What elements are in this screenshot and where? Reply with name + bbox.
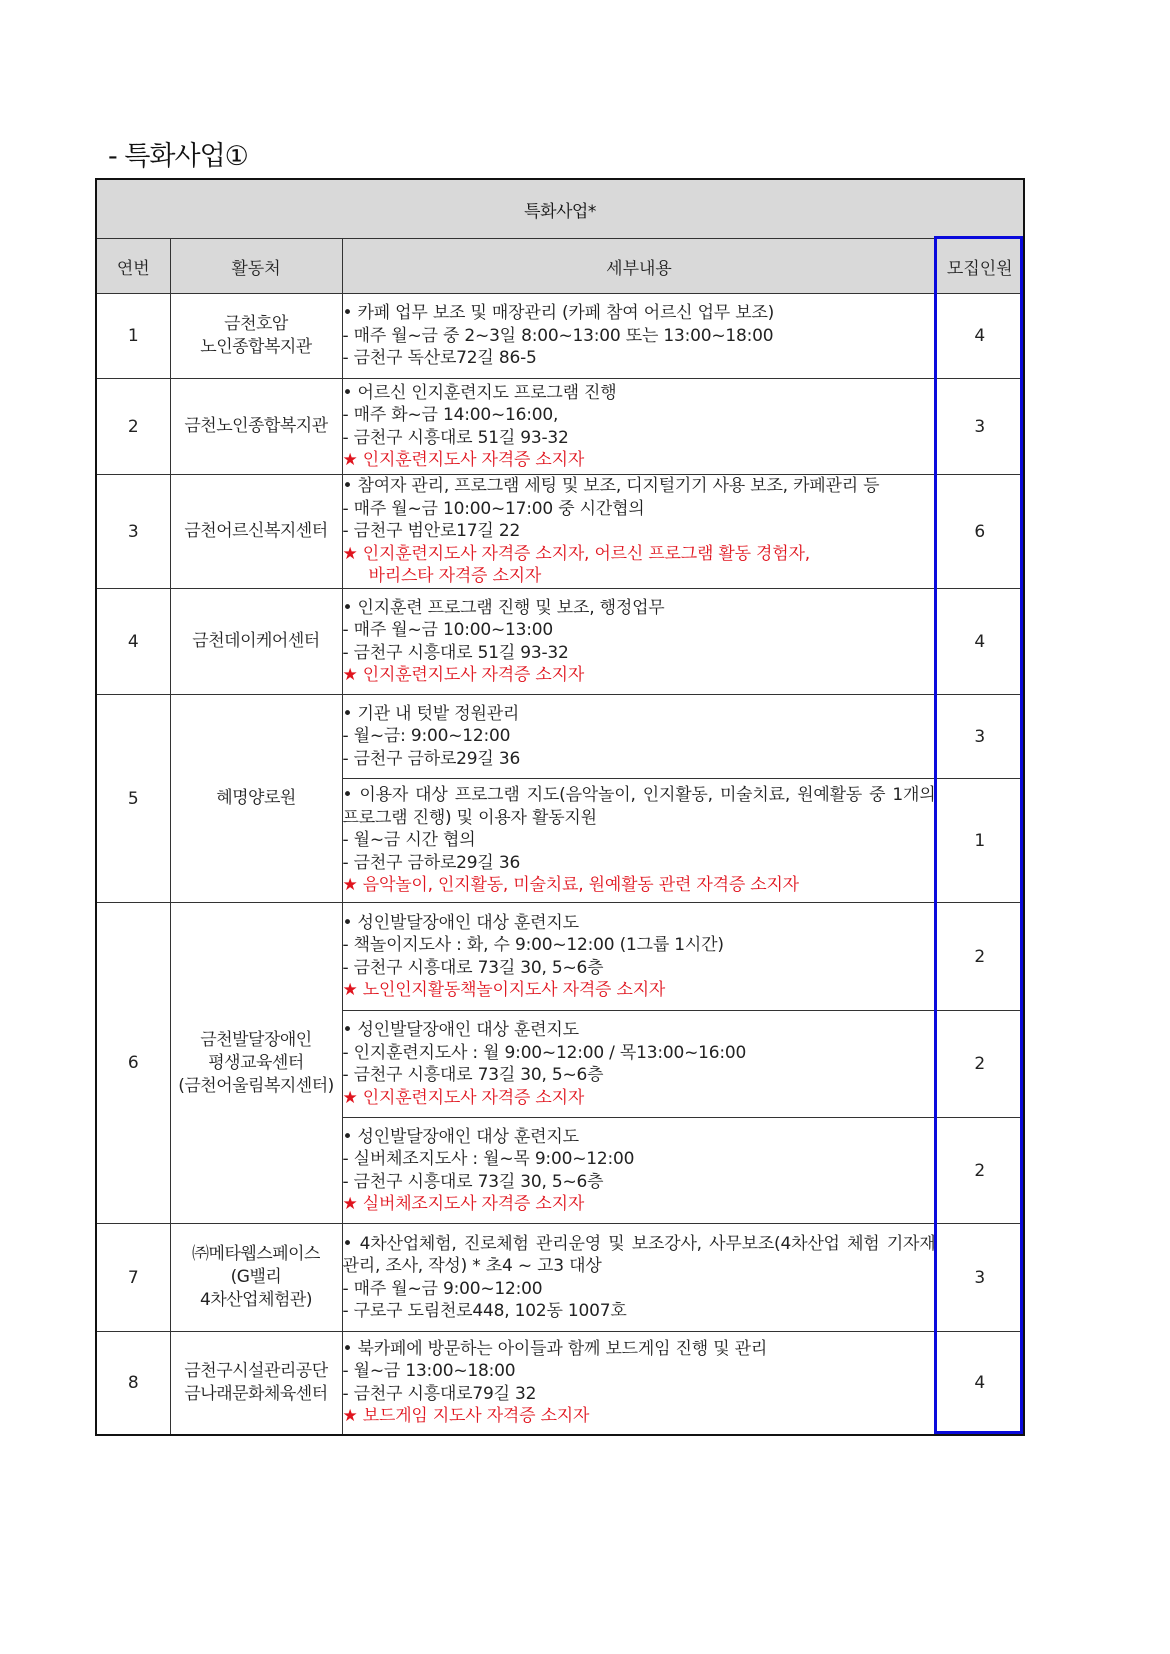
recruit-count: 2	[936, 1118, 1024, 1224]
detail-line: - 금천구 독산로72길 86-5	[342, 348, 537, 369]
detail-content	[342, 1011, 936, 1118]
header-no: 연번	[96, 239, 170, 294]
detail-line: - 금천구 시흥대로 51길 93-32	[342, 427, 569, 448]
organization-name-line: ㈜메타웹스페이스	[192, 1244, 320, 1264]
detail-content	[342, 903, 936, 1011]
detail-line: - 금천구 시흥대로 73길 30, 5~6층	[342, 1171, 604, 1192]
detail-content	[342, 294, 936, 379]
header-detail: 세부내용	[342, 239, 936, 294]
detail-line: - 금천구 금하로29길 36	[342, 748, 521, 769]
recruit-count: 4	[936, 589, 1024, 695]
row-number: 7	[96, 1224, 170, 1332]
task-description: • 북카페에 방문하는 아이들과 함께 보드게임 진행 및 관리	[342, 1338, 768, 1359]
organization-name-line: 금천노인종합복지관	[184, 416, 328, 436]
requirement-line: ★ 인지훈련지도사 자격증 소지자	[342, 665, 585, 685]
requirement-line: ★ 음악놀이, 인지활동, 미술치료, 원예활동 관련 자격증 소지자	[342, 875, 799, 896]
detail-content	[342, 589, 936, 695]
detail-line: - 매주 월~금 9:00~12:00	[342, 1278, 543, 1299]
detail-line: - 매주 월~금 10:00~17:00 중 시간협의	[342, 498, 645, 519]
detail-content	[342, 1118, 936, 1224]
recruit-count: 6	[936, 475, 1024, 589]
task-description: • 어르신 인지훈련지도 프로그램 진행	[342, 382, 617, 403]
task-description: • 이용자 대상 프로그램 지도(음악놀이, 인지활동, 미술치료, 원예활동 중 1개의 프로그램 진행) 및 이용자 활동지원	[342, 785, 936, 828]
task-description: • 성인발달장애인 대상 훈련지도	[342, 1126, 579, 1147]
task-description: • 인지훈련 프로그램 진행 및 보조, 행정업무	[342, 597, 665, 618]
table-title: 특화사업*	[96, 179, 1024, 239]
row-number: 3	[96, 475, 170, 589]
row-number: 4	[96, 589, 170, 695]
detail-line: - 매주 월~금 10:00~13:00	[342, 620, 554, 640]
detail-content	[342, 695, 936, 779]
detail-content	[342, 475, 936, 589]
organization-name-line: 금천호암	[224, 314, 288, 334]
header-count: 모집인원	[936, 239, 1024, 294]
task-description: • 카페 업무 보조 및 매장관리 (카페 참여 어르신 업무 보조)	[342, 303, 775, 324]
detail-line: - 월~금 13:00~18:00	[342, 1361, 516, 1382]
recruit-count: 4	[936, 294, 1024, 379]
recruit-count: 4	[936, 1332, 1024, 1435]
organization-name	[170, 589, 342, 695]
requirement-line: 바리스타 자격증 소지자	[368, 566, 542, 587]
detail-line: - 금천구 시흥대로 73길 30, 5~6층	[342, 957, 604, 978]
table-row	[96, 1224, 1024, 1332]
task-description: • 성인발달장애인 대상 훈련지도	[342, 1020, 579, 1040]
task-description: • 참여자 관리, 프로그램 세팅 및 보조, 디지털기기 사용 보조, 카페관리 등	[342, 476, 880, 497]
organization-name	[170, 475, 342, 589]
detail-line: - 구로구 도림천로448, 102동 1007호	[342, 1301, 627, 1321]
organization-name	[170, 1224, 342, 1332]
recruit-count: 2	[936, 903, 1024, 1011]
header-org: 활동처	[170, 239, 342, 294]
requirement-line: ★ 보드게임 지도사 자격증 소지자	[342, 1406, 590, 1427]
table-row	[96, 475, 1024, 589]
requirement-line: ★ 인지훈련지도사 자격증 소지자	[342, 450, 585, 470]
organization-name	[170, 294, 342, 379]
detail-line: - 금천구 시흥대로79길 32	[342, 1383, 537, 1404]
detail-line: - 월~금 시간 협의	[342, 830, 476, 851]
detail-content	[342, 1224, 936, 1332]
table-row	[96, 1332, 1024, 1435]
task-description: • 성인발달장애인 대상 훈련지도	[342, 912, 579, 933]
recruit-count: 3	[936, 695, 1024, 779]
organization-name-line: (G밸리	[230, 1267, 282, 1287]
detail-line: - 월~금: 9:00~12:00	[342, 726, 511, 747]
organization-name	[170, 379, 342, 475]
organization-name-line: 금천구시설관리공단	[184, 1360, 328, 1381]
row-number: 2	[96, 379, 170, 475]
detail-line: - 금천구 시흥대로 73길 30, 5~6층	[342, 1065, 604, 1085]
detail-line: - 인지훈련지도사 : 월 9:00~12:00 / 목13:00~16:00	[342, 1042, 747, 1063]
recruit-count: 2	[936, 1011, 1024, 1118]
detail-content	[342, 1332, 936, 1435]
section-title: - 특화사업①	[108, 141, 248, 172]
requirement-line: ★ 실버체조지도사 자격증 소지자	[342, 1194, 585, 1214]
detail-line: - 금천구 금하로29길 36	[342, 852, 521, 873]
table-row	[96, 379, 1024, 475]
table-title-row	[96, 179, 1024, 239]
organization-name	[170, 695, 342, 903]
task-description: • 기관 내 텃밭 정원관리	[342, 703, 520, 724]
organization-name-line: 금나래문화체육센터	[184, 1383, 328, 1404]
detail-line: - 금천구 시흥대로 51길 93-32	[342, 642, 569, 663]
organization-name-line: 금천데이케어센터	[192, 631, 320, 651]
detail-line: - 금천구 범안로17길 22	[342, 521, 521, 542]
organization-name-line: 금천발달장애인	[200, 1029, 312, 1050]
row-number: 5	[96, 695, 170, 903]
organization-name-line: 4차산업체험관)	[200, 1290, 312, 1310]
organization-name-line: (금천어울림복지센터)	[178, 1075, 334, 1096]
table-row	[96, 294, 1024, 379]
organization-name-line: 혜명양로원	[216, 788, 296, 808]
organization-name-line: 노인종합복지관	[200, 337, 312, 357]
table-row	[96, 589, 1024, 695]
row-number: 8	[96, 1332, 170, 1435]
organization-name-line: 금천어르신복지센터	[184, 521, 328, 541]
organization-name-line: 평생교육센터	[208, 1052, 304, 1073]
detail-content	[342, 779, 936, 903]
detail-line: - 책놀이지도사 : 화, 수 9:00~12:00 (1그룹 1시간)	[342, 935, 724, 955]
organization-name	[170, 903, 342, 1224]
requirement-line: ★ 노인인지활동책놀이지도사 자격증 소지자	[342, 980, 666, 1000]
organization-name	[170, 1332, 342, 1435]
recruit-count: 3	[936, 1224, 1024, 1332]
recruit-count: 3	[936, 379, 1024, 475]
requirement-line: ★ 인지훈련지도사 자격증 소지자, 어르신 프로그램 활동 경험자,	[342, 543, 810, 564]
specialized-program-table	[95, 178, 1025, 1436]
table-body	[96, 294, 1024, 1435]
table-header-row	[96, 239, 1024, 294]
detail-content	[342, 379, 936, 475]
task-description: • 4차산업체험, 진로체험 관리운영 및 보조강사, 사무보조(4차산업 체험 기자재 관리, 조사, 작성) * 초4 ~ 고3 대상	[342, 1233, 936, 1276]
recruit-count: 1	[936, 779, 1024, 903]
row-number: 1	[96, 294, 170, 379]
table-row	[96, 903, 1024, 1011]
requirement-line: ★ 인지훈련지도사 자격증 소지자	[342, 1087, 585, 1108]
detail-line: - 매주 화~금 14:00~16:00,	[342, 405, 559, 425]
detail-line: - 실버체조지도사 : 월~목 9:00~12:00	[342, 1149, 635, 1169]
table-row	[96, 695, 1024, 779]
detail-line: - 매주 월~금 중 2~3일 8:00~13:00 또는 13:00~18:00	[342, 325, 774, 346]
row-number: 6	[96, 903, 170, 1224]
